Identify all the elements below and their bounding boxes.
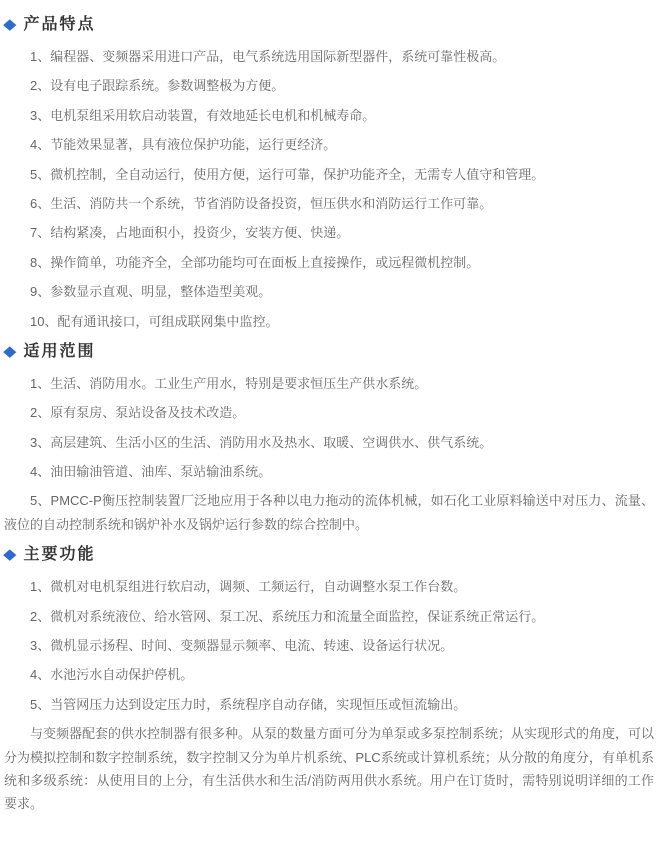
section-scope	[4, 341, 654, 536]
section-functions	[4, 544, 654, 816]
list-item: 4、节能效果显著，具有液位保护功能，运行更经济。	[30, 137, 337, 153]
list-item: 3、微机显示扬程、时间、变频器显示频率、电流、转速、设备运行状况。	[30, 638, 454, 654]
list-item: 6、生活、消防共一个系统，节省消防设备投资，恒压供水和消防运行工作可靠。	[30, 195, 493, 211]
diamond-bullet-icon: ◆	[3, 16, 17, 33]
list-item: 7、结构紧凑，占地面积小，投资少，安装方便、快递。	[30, 225, 350, 241]
section-features	[4, 14, 654, 333]
list-item: 5、当管网压力达到设定压力时，系统程序自动存储，实现恒压或恒流输出。	[30, 696, 467, 712]
diamond-bullet-icon: ◆	[3, 546, 17, 564]
section-title-text: 主要功能	[23, 546, 96, 564]
list-item: 5、微机控制，全自动运行，使用方便，运行可靠，保护功能齐全，无需专人值守和管理。	[30, 166, 545, 182]
list-item: 1、微机对电机泵组进行软启动，调频、工频运行，自动调整水泵工作台数。	[30, 579, 467, 595]
list-item: 2、原有泵房、泵站设备及技术改造。	[30, 405, 246, 421]
list-item: 2、微机对系统液位、给水管网、泵工况、系统压力和流量全面监控，保证系统正常运行。	[30, 608, 545, 624]
list-item: 3、电机泵组采用软启动装置，有效地延长电机和机械寿命。	[30, 107, 376, 123]
list-item: 3、高层建筑、生活小区的生活、消防用水及热水、取暖、空调供水、供气系统。	[30, 434, 493, 450]
section-title-text: 产品特点	[23, 16, 96, 33]
section-title-scope	[4, 341, 654, 363]
list-item: 1、编程器、变频器采用进口产品，电气系统选用国际新型器件，系统可靠性极高。	[30, 49, 506, 64]
section-title-features	[4, 14, 654, 36]
diamond-bullet-icon: ◆	[3, 342, 17, 360]
list-item: 4、油田输油管道、油库、泵站输油系统。	[30, 464, 272, 480]
list-item: 9、参数显示直观、明显，整体造型美观。	[30, 284, 272, 300]
section-title-text: 适用范围	[23, 342, 96, 360]
list-item: 4、水池污水自动保护停机。	[30, 667, 194, 683]
closing-paragraph: 与变频器配套的供水控制器有很多种。从泵的数量方面可分为单泵或多泵控制系统；从实现形式的角度，可以分为模拟控制和数字控制系统，数字控制又分为单片机系统、PLC系统或计算机系统；从分散的角度分，有单机系统和多级系统：从使用目的上分，有生活供水和生活/消防两用供水系统。用户在订货时，需特别说明详细的工作要求。	[4, 726, 655, 812]
list-item: 5、PMCC-P衡压控制装置厂泛地应用于各种以电力拖动的流体机械，如石化工业原料输送中对压力、流量、液位的自动控制系统和锅炉补水及锅炉运行参数的综合控制中。	[4, 493, 654, 532]
list-item: 1、生活、消防用水。工业生产用水，特别是要求恒压生产供水系统。	[30, 375, 428, 391]
list-item: 2、设有电子跟踪系统。参数调整极为方便。	[30, 78, 285, 94]
list-item: 8、操作简单，功能齐全，全部功能均可在面板上直接操作，或远程微机控制。	[30, 254, 480, 270]
list-item: 10、配有通讯接口，可组成联网集中监控。	[30, 313, 279, 329]
section-title-functions	[4, 544, 654, 566]
